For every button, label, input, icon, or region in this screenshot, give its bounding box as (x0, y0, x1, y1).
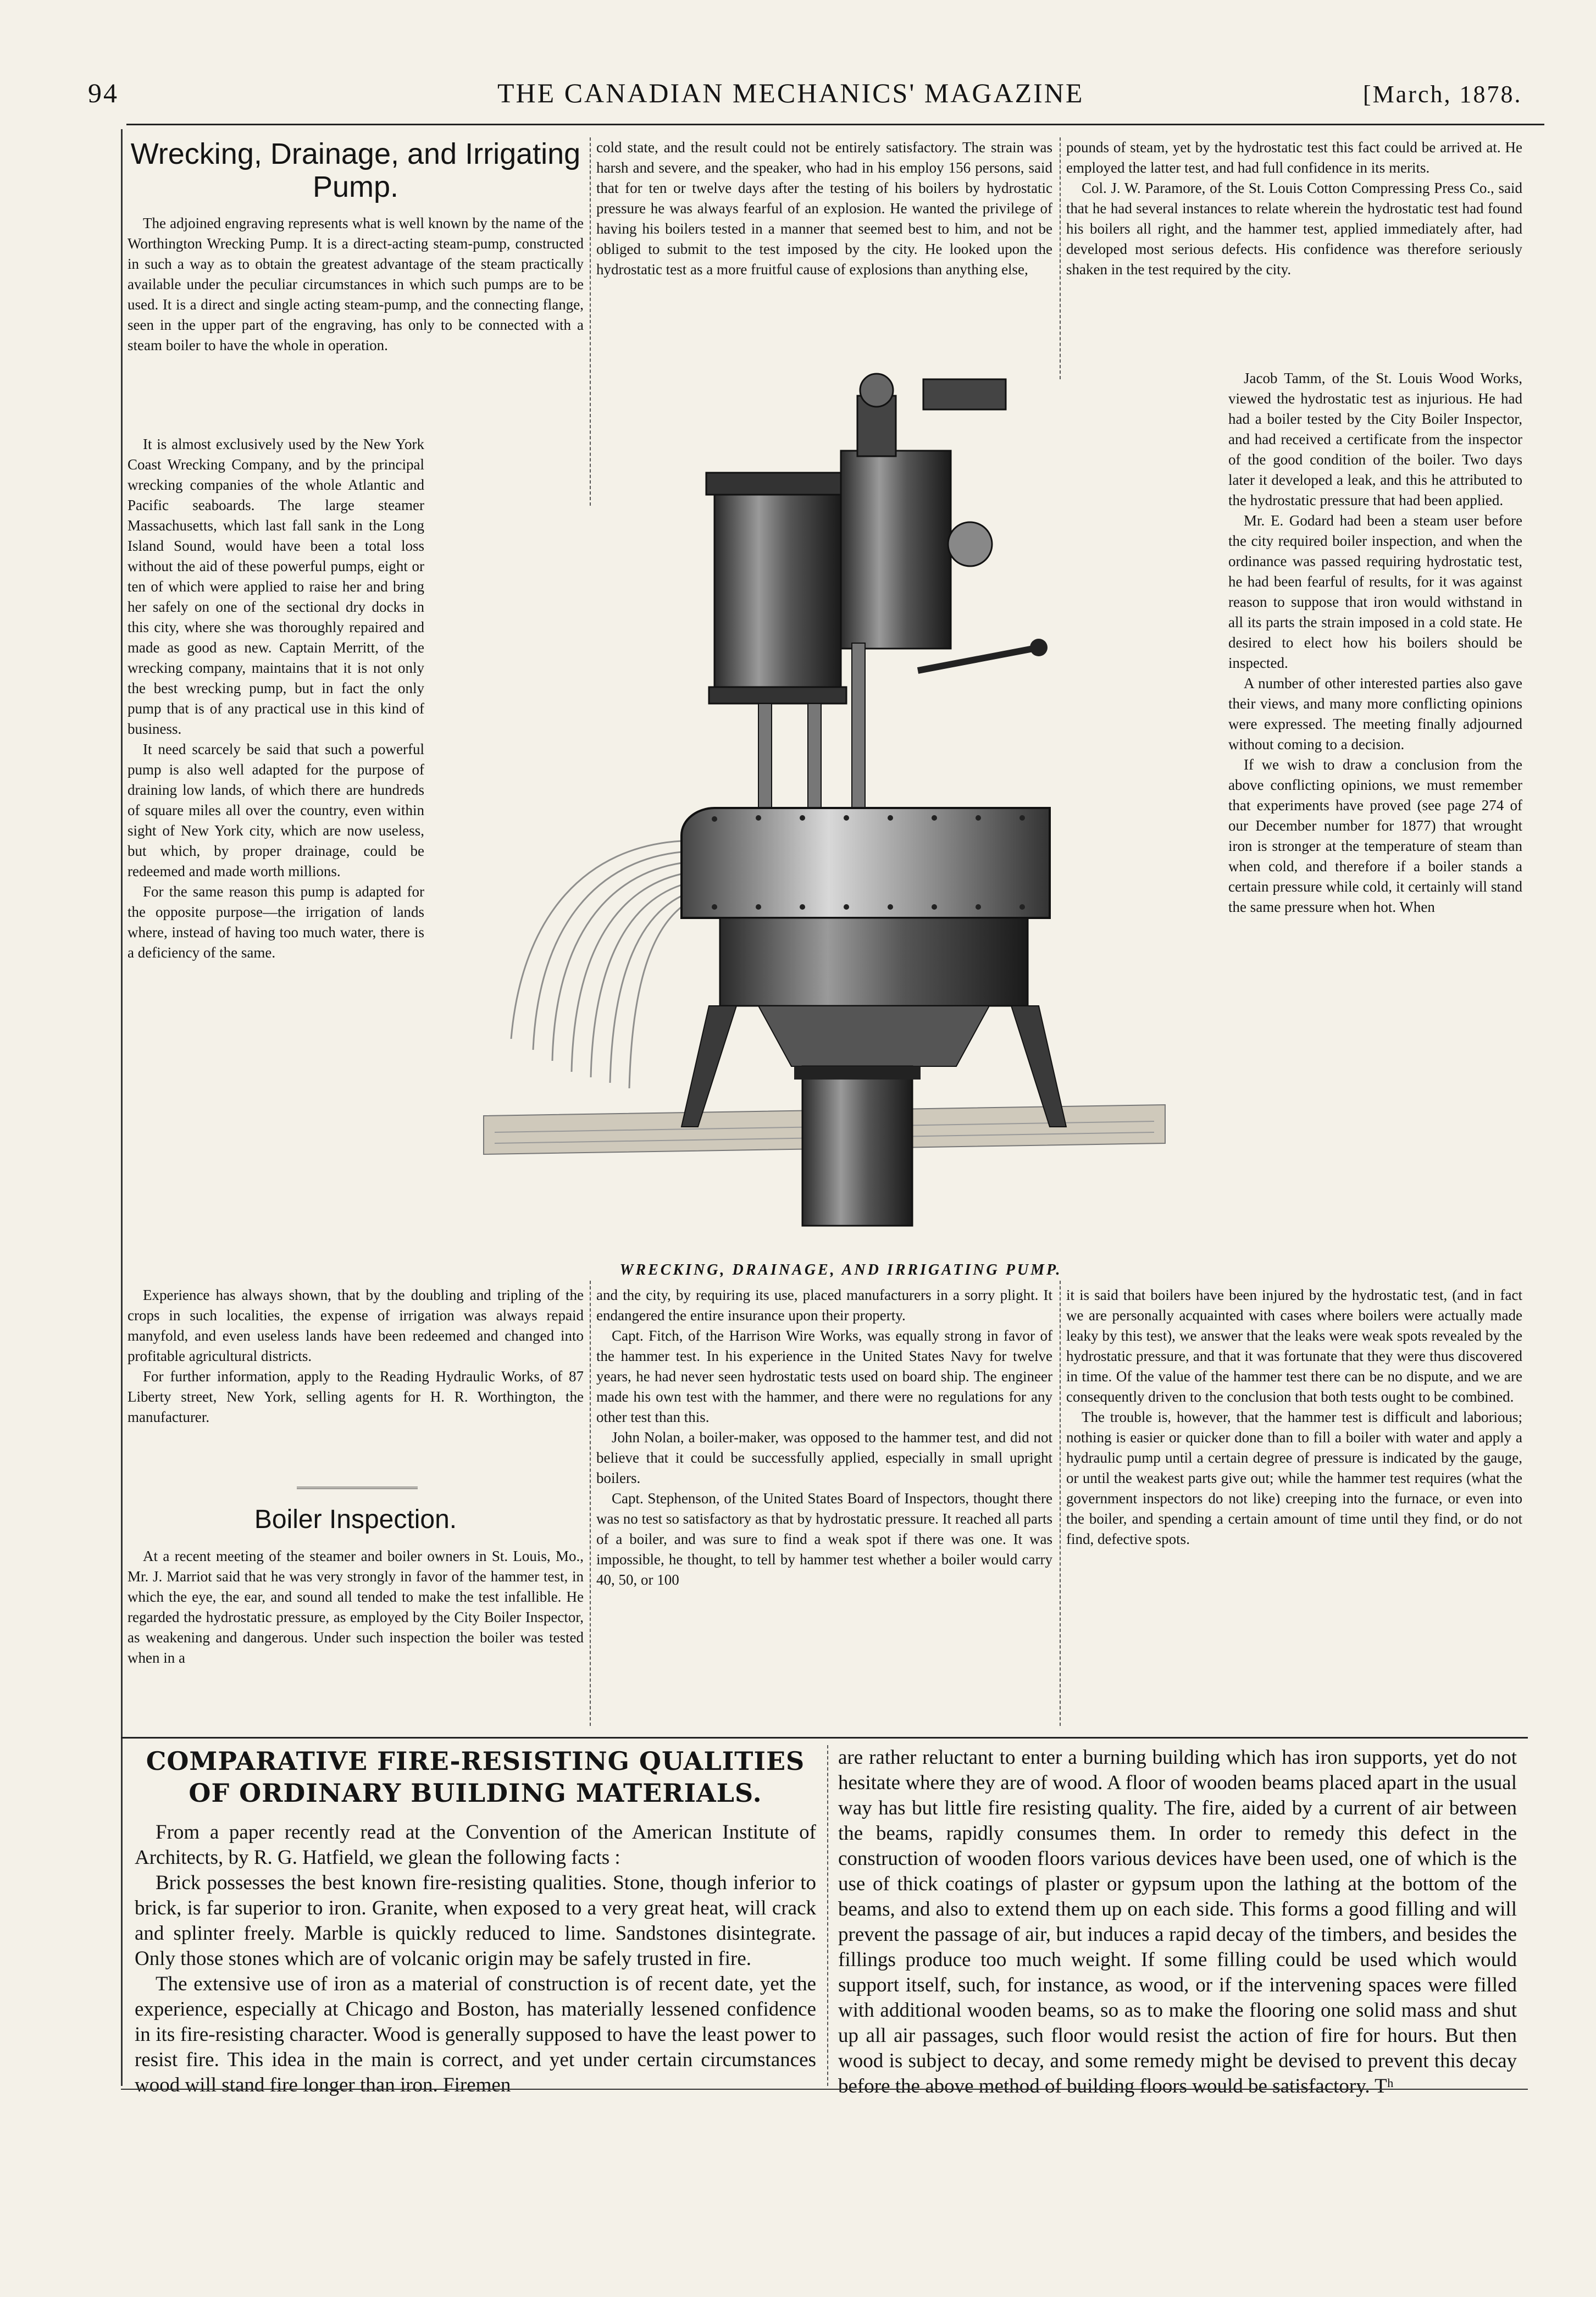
pump-article-narrow (128, 434, 424, 963)
pump-paragraph: Experience has always shown, that by the doubling and tripling of the crops in such localities, the expense of irrigation was always repaid manyfold, and even useless lands have been redeemed and changed into profitable agricultural districts. (128, 1287, 584, 1364)
boiler-paragraph: it is said that boilers have been injured by the hydrostatic test, (and in fact we are personally acquainted with cases where boilers were actually made leaky by this test), we answer that the leaks were weak spots revealed by the hydrostatic pressure, and that it was fortunate that they were thus discovered in time. Of the value of the hammer test there can be no dispute, and we are consequently driven to the conclusion that both tests ought to be combined. (1066, 1287, 1522, 1405)
pump-article-wide (128, 1285, 584, 1427)
boiler-col3-top (1066, 137, 1522, 280)
boiler-col3-bottom (1066, 1285, 1522, 1549)
boiler-paragraph: Mr. E. Godard had been a steam user before the city required boiler inspection, and when the ordinance was passed requiring hydrostatic test, he had been fearful of results, for it was against reason to suppose that iron would withstand in all its parts the strain imposed in a cold state. He desired to elect how his boilers should be inspected. (1228, 512, 1522, 671)
boiler-article (128, 1503, 584, 1668)
fire-article-title: COMPARATIVE FIRE-RESISTING QUALITIES OF ORDINARY BUILDING MATERIALS. (146, 1746, 805, 1808)
fire-article-right (838, 1745, 1517, 2099)
boiler-col3-narrow (1228, 368, 1522, 917)
boiler-paragraph: Jacob Tamm, of the St. Louis Wood Works, viewed the hydrostatic test as injurious. He had had a boiler tested by the City Boiler Inspector, and had received a certificate from the inspector of the good condition of the boiler. Two days later it developed a leak, and this he attributed to the hydrostatic pressure that had been applied. (1228, 370, 1522, 508)
pump-paragraph: It is almost exclusively used by the New York Coast Wrecking Company, and by the principal wrecking companies of the whole Atlantic and Pacific seaboards. The large steamer Massachusetts, which last fall sank in the Long Island Sound, would have been a total loss without the aid of these powerful pumps, eight or ten of which were applied to raise her and bring her safely on one of the sectional dry docks in this city, where she was thoroughly repaired and made as good as new. Captain Merritt, of the wrecking company, maintains that it is not only the best wrecking pump, but in fact the only pump that is of any practical use in this kind of business. (128, 436, 424, 737)
fire-article-left (135, 1745, 816, 2098)
column-rule (1060, 137, 1061, 379)
section-rule (297, 1487, 418, 1489)
boiler-paragraph: The trouble is, however, that the hammer test is difficult and laborious; nothing is easier or quicker done than to fill a boiler with water and apply a hydraulic pump until a certain degree of pressure is indicated by the gauge, or until the weakest parts give out; while the hammer test requires (what the government inspectors do not like) creeping into the furnace, or even into the boiler, and spending a certain amount of time until they find, or do not find, defective spots. (1066, 1409, 1522, 1547)
boiler-paragraph: Capt. Fitch, of the Harrison Wire Works, was equally strong in favor of the hammer test. In his experience in the United States Navy for twelve years, he had never seen hydrostatic tests used on board ship. The engineer made his own test with the hammer, and there were no regulations for any other test than this. (596, 1327, 1052, 1425)
pump-paragraph: For further information, apply to the Reading Hydraulic Works, of 87 Liberty street, New York, selling agents for H. R. Worthington, the manufacturer. (128, 1368, 584, 1425)
page-left-rule (121, 129, 123, 2086)
boiler-paragraph: Capt. Stephenson, of the United States Board of Inspectors, thought there was no test so satisfactory as that by hydrostatic pressure. It reached all parts of a boiler, and was sure to find a weak spot if there was one. It was impossible, he thought, to tell by hammer test whether a boiler would carry 40, 50, or 100 (596, 1490, 1052, 1588)
fire-paragraph: The extensive use of iron as a material of construction is of recent date, yet the experience, especially at Chicago and Boston, has materially lessened confidence in its fire-resisting character. Wood is generally supposed to have the least power to resist fire. This idea in the main is correct, and yet under certain circumstances wood will stand fire longer than iron. Firemen (135, 1973, 816, 2096)
boiler-paragraph: At a recent meeting of the steamer and boiler owners in St. Louis, Mo., Mr. J. Marriot said that he was very strongly in favor of the hammer test, in which the eye, the ear, and sound all tended to make the test infallible. He regarded the hydrostatic pressure, as employed by the City Boiler Inspector, as weakening and dangerous. Under such inspection the boiler was tested when in a (128, 1548, 584, 1666)
column-rule (827, 1745, 828, 2086)
pump-paragraph: The adjoined engraving represents what is well known by the name of the Worthington Wrecking Pump. It is a direct-acting steam-pump, constructed in such a way as to obtain the greatest advantage of the steam practically available under the peculiar circumstances in which such pumps are to be used. It is a direct and single acting steam-pump, and the connecting flange, seen in the upper part of the engraving, has only to be connected with a steam boiler to have the whole in operation. (128, 215, 584, 353)
bottom-rule (121, 2089, 1528, 2090)
fire-paragraph: Brick possesses the best known fire-resisting qualities. Stone, though inferior to brick, is far superior to iron. Granite, when exposed to a very great heat, will crack and splinter freely. Marble is quickly reduced to lime. Sandstones disintegrate. Only those stones which are of volcanic origin may be safely trusted in fire. (135, 1872, 816, 1970)
boiler-col2-top (596, 137, 1052, 280)
boiler-paragraph: If we wish to draw a conclusion from the above conflicting opinions, we must remember that experiments have proved (see page 274 of our December number for 1877) that wrought iron is stronger at the temperature of steam than when cold, and therefore if a boiler stands a certain pressure while cold, it certainly will stand the same pressure when hot. When (1228, 756, 1522, 915)
column-rule (1060, 1281, 1061, 1726)
fire-paragraph: are rather reluctant to enter a burning building which has iron supports, yet do not hesitate where they are of wood. A floor of wooden beams placed apart in the usual way has but little fire resisting quality. The fire, aided by a current of air between the beams, rapidly consumes them. In order to remedy this defect in the construction of wooden floors various devices have been used, one of which is the use of thick coatings of plaster or gypsum upon the lathing at the bottom of the beams, and also to extend them up on each side. This forms a good filling and will prevent the passage of air, but induces a rapid decay of the timbers, and besides the fillings produce too much weight. If some filling could be used which would support itself, such, for instance, as wood, or if the intervening spaces were filled with additional wooden beams, so as to make the flooring one solid mass and shut up all air passages, such floor would resist the action of fire for hours. But then wood is subject to decay, and some remedy might be devised to prevent this decay before the above method of building floors would be satisfactory. Tʰ (838, 1746, 1517, 2097)
pump-article-title: Wrecking, Drainage, and Irrigating Pump. (130, 137, 581, 203)
pump-paragraph: For the same reason this pump is adapted for the opposite purpose—the irrigation of lands where, instead of having too much water, there is a deficiency of the same. (128, 883, 424, 961)
boiler-paragraph: and the city, by requiring its use, placed manufacturers in a sorry plight. It endangered the entire insurance upon their property. (596, 1287, 1052, 1324)
boiler-paragraph: A number of other interested parties also gave their views, and many more conflicting opinions were expressed. The meeting finally adjourned without coming to a decision. (1228, 675, 1522, 752)
boiler-paragraph: John Nolan, a boiler-maker, was opposed to the hammer test, and did not believe that it could be successfully applied, especially in small upright boilers. (596, 1429, 1052, 1486)
column-rule (590, 137, 591, 506)
boiler-paragraph: Col. J. W. Paramore, of the St. Louis Cotton Compressing Press Co., said that he had several instances to relate wherein the hydrostatic test had found his boilers all right, and the hammer test, applied immediately after, had developed most serious defects. His confidence was therefore seriously shaken in the test required by the city. (1066, 180, 1522, 278)
magazine-title: THE CANADIAN MECHANICS' MAGAZINE (497, 78, 1084, 108)
pump-article (128, 137, 584, 356)
boiler-paragraph: cold state, and the result could not be entirely satisfactory. The strain was harsh and severe, and the speaker, who had in his employ 156 persons, said that for ten or twelve days after the testing of his boilers by hydrostatic pressure he was always fearful of an explosion. He wanted the privilege of having his boilers tested in a manner that seemed best to him, and not be obliged to submit to the test imposed by the city. He looked upon the hydrostatic test as a more fruitful cause of explosions than anything else, (596, 139, 1052, 278)
pump-paragraph: It need scarcely be said that such a powerful pump is also well adapted for the purpose of draining low lands, of which there are hundreds of square miles all over the country, even within sight of New York city, which are now useless, but which, by proper drainage, could be redeemed and made worth millions. (128, 741, 424, 879)
figure-caption: WRECKING, DRAINAGE, AND IRRIGATING PUMP. (619, 1261, 1062, 1278)
page-number: 94 (88, 78, 119, 108)
fire-paragraph: From a paper recently read at the Convention of the American Institute of Architects, by R. G. Hatfield, we glean the following facts : (135, 1821, 816, 1869)
boiler-col2-bottom (596, 1285, 1052, 1590)
boiler-paragraph: pounds of steam, yet by the hydrostatic test this fact could be arrived at. He employed the latter test, and had full confidence in its merits. (1066, 139, 1522, 176)
boiler-article-title: Boiler Inspection. (254, 1505, 457, 1534)
column-rule (590, 1281, 591, 1726)
section-divider (121, 1737, 1528, 1739)
pump-illustration (451, 363, 1209, 1253)
header-rule (126, 124, 1544, 125)
issue-date: [March, 1878. (1363, 81, 1522, 108)
